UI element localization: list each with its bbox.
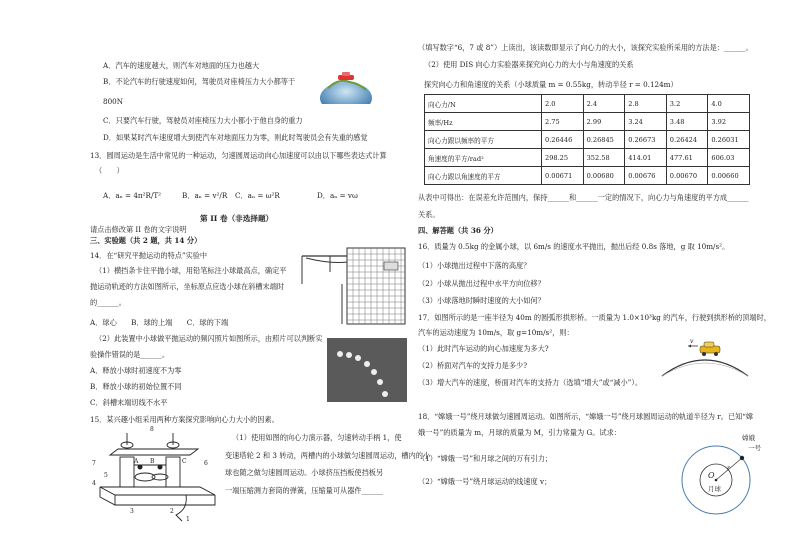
q12-option-b-value: 800N <box>103 97 124 106</box>
q16-1: （1）小球抛出过程中下落的高度？ <box>418 261 531 270</box>
q15-1-line3: 球也随之做匀速圆周运动。小球挤压挡板使挡板另 <box>225 468 384 477</box>
centripetal-data-table <box>424 94 750 185</box>
fig-num-2: 2 <box>170 508 174 515</box>
table-cell: 3.92 <box>708 113 750 131</box>
q14-1-line2: 抛运动轨迹的方法如图所示，坐标原点应选小球在斜槽末端时 <box>90 282 285 291</box>
q15-1-line2: 变速塔轮 2 和 3 转动，两槽内的小球做匀速圆周运动，槽内的小 <box>225 451 431 460</box>
table-cell: 2.75 <box>542 113 584 131</box>
table-row-header: 向心力/N <box>425 95 542 113</box>
table-cell: 414.01 <box>625 149 667 167</box>
fig-letter-a: A <box>134 458 139 465</box>
table-row-header: 向心力跟以频率的平方 <box>425 131 542 149</box>
q14-stem: 14．在“研究平抛运动的特点”实验中 <box>90 251 208 260</box>
table-cell: 0.26446 <box>542 131 584 149</box>
q12-option-b: B．不论汽车的行驶速度如何，驾驶员对座椅压力大小都等于 <box>103 77 296 86</box>
moon-center-label: O <box>708 471 715 480</box>
table-row <box>425 149 750 167</box>
fig-num-1: 1 <box>186 516 190 523</box>
q17-2: （2）桥面对汽车的支持力是多少? <box>418 361 528 370</box>
q14-1-line3: 的______。 <box>90 298 126 307</box>
q13-stem: 13．圆周运动是生活中常见的一种运动，匀速圆周运动向心加速度可以由以下哪些表达式计算 <box>90 151 387 160</box>
table-cell: 0.26031 <box>708 131 750 149</box>
q14-2-option-c: C．斜槽末端切线不水平 <box>90 398 168 407</box>
car-velocity-label: v <box>690 338 694 345</box>
q17-stem-1: 17．如图所示的是一座半径为 40m 的圆弧形拱形桥。一质量为 1.0×10³kg 的汽车，行驶到拱形桥的顶端时， <box>418 313 771 322</box>
table-row <box>425 113 750 131</box>
q15-stem: 15．某兴趣小组采用两种方案探究影响向心力大小的因素。 <box>90 415 279 424</box>
probe-label-1: 嫦娥 <box>742 434 755 442</box>
q14-2-line2: 验操作错误的是______。 <box>90 350 170 359</box>
section-2-note: 请点击修改第 II 卷的文字说明 <box>90 225 187 234</box>
q13-option-d: D．aₙ = vω <box>317 191 358 200</box>
strobe-photo-figure <box>327 338 407 402</box>
table-cell: 0.00671 <box>542 167 584 185</box>
q16-2: （2）小球从抛出过程中水平方向位移？ <box>418 279 545 288</box>
q13-option-c: C．aₙ = ω²R <box>235 191 280 200</box>
q14-1-line1: （1）横挡条卡住平抛小球，用铅笔标注小球最高点，确定平 <box>95 266 287 275</box>
q12-option-a: A．汽车的速度越大，则汽车对地面的压力也越大 <box>103 61 260 70</box>
q13-option-b: B．aₙ = v²/R <box>182 191 228 200</box>
q15-continuation: （填写数字“6，7 或 8”）上读出，该读数即显示了向心力的大小，该探究实验所采用的方法是：______。 <box>418 43 753 52</box>
table-cell: 2.4 <box>583 95 625 113</box>
projectile-board-figure <box>300 244 412 326</box>
part-4-heading: 四、解答题（共 36 分） <box>418 226 498 235</box>
table-cell: 2.99 <box>583 113 625 131</box>
table-row <box>425 95 750 113</box>
fig-num-4: 4 <box>92 480 96 487</box>
moon-orbit-figure <box>676 432 762 516</box>
fig-letter-c: C <box>182 458 187 465</box>
table-row <box>425 167 750 185</box>
table-cell: 0.00660 <box>708 167 750 185</box>
q16-3: （3）小球落地时瞬时速度的大小如何？ <box>418 296 545 305</box>
table-row <box>425 131 750 149</box>
table-cell: 0.26673 <box>625 131 667 149</box>
q13-paren: （ ） <box>95 166 124 175</box>
table-cell: 3.24 <box>625 113 667 131</box>
conclusion-line1: 从表中可得出：在误差允许范围内，保持______和______一定的情况下，向心力与角速度的平方成______ <box>418 193 749 202</box>
fig-num-8: 8 <box>150 426 154 433</box>
table-cell: 352.58 <box>583 149 625 167</box>
table-cell: 3.2 <box>666 95 708 113</box>
q14-2-option-b: B．释放小球的初始位置不同 <box>90 382 182 391</box>
table-cell: 2.0 <box>542 95 584 113</box>
table-cell: 0.26424 <box>666 131 708 149</box>
table-cell: 477.61 <box>666 149 708 167</box>
table-cell: 0.00680 <box>583 167 625 185</box>
car-on-earth-figure <box>320 68 372 104</box>
q14-2-line1: （2）此装置中小球做平抛运动的频闪照片如图所示，由照片可以判断实 <box>95 334 323 343</box>
q16-stem: 16．质量为 0.5kg 的金属小球，以 6m/s 的速度水平抛出，抛出后经 0.8s 落地，g 取 10m/s²。 <box>418 242 730 251</box>
q14-1-options: A．球心 B．球的上端 C．球的下端 <box>90 318 229 327</box>
q15-1-line1: （1）使用如图的向心力演示器，匀速转动手柄 1，使 <box>232 433 402 442</box>
table-cell: 3.48 <box>666 113 708 131</box>
q15-1-line4: 一端压缩测力套筒的弹簧，压缩量可从器件______ <box>225 486 384 495</box>
q18-stem-1: 18．“嫦娥一号”绕月球做匀速圆周运动。如图所示，“嫦娥一号”绕月球圆周运动的轨道半径为 r。已知“嫦 <box>418 412 754 421</box>
conclusion-line2: 关系。 <box>418 210 440 219</box>
table-cell: 0.00670 <box>666 167 708 185</box>
q15-2-stem: （2）使用 DIS 向心力实验器来探究向心力的大小与角速度的关系 <box>424 60 634 69</box>
orbit-radius-label: r <box>727 465 730 472</box>
table-cell: 0.26845 <box>583 131 625 149</box>
q13-option-a: A．aₙ = 4π²R/T² <box>103 191 162 200</box>
arch-bridge-figure <box>660 336 750 378</box>
q12-option-c: C．只要汽车行驶，驾驶员对座椅压力大小都小于他自身的重力 <box>103 116 303 125</box>
q18-stem-2: 娥一号”的质量为 m，月球的质量为 M，引力常量为 G。试求： <box>418 428 621 437</box>
q18-1: （1）“嫦娥一号”和月球之间的万有引力； <box>418 454 553 463</box>
fig-num-7: 7 <box>92 460 96 467</box>
probe-label-2: 一号 <box>748 444 761 452</box>
fig-num-5: 5 <box>104 472 108 479</box>
table-cell: 298.25 <box>542 149 584 167</box>
q17-1: （1）此时汽车运动的向心加速度为多大? <box>418 344 549 353</box>
q14-2-option-a: A．释放小球时初速度不为零 <box>90 366 182 375</box>
q17-stem-2: 汽车的运动速度为 10m/s，取 g=10m/s²，则： <box>418 328 574 337</box>
fig-letter-b: B <box>150 458 155 465</box>
table-caption: 探究向心力和角速度的关系（小球质量 m = 0.55kg，转动半径 r = 0.124m） <box>424 80 678 89</box>
fig-num-6: 6 <box>204 460 208 467</box>
table-row-header: 角速度的平方/rad² <box>425 149 542 167</box>
moon-label: 月球 <box>708 485 721 493</box>
table-cell: 0.00676 <box>625 167 667 185</box>
q18-2: （2）“嫦娥一号”绕月球运动的线速度 v； <box>418 477 552 486</box>
part-3-heading: 三、实验题（共 2 题，共 14 分） <box>90 236 202 245</box>
table-cell: 4.0 <box>708 95 750 113</box>
table-row-header: 频率/Hz <box>425 113 542 131</box>
centripetal-demonstrator-figure <box>90 425 220 523</box>
table-cell: 606.03 <box>708 149 750 167</box>
fig-num-3: 3 <box>130 508 134 515</box>
q12-option-d: D．如果某时汽车速度增大到使汽车对地面压力为零，则此时驾驶员会有失重的感觉 <box>103 133 368 142</box>
table-cell: 2.8 <box>625 95 667 113</box>
section-2-title: 第 II 卷（非选择题） <box>200 214 274 223</box>
table-row-header: 向心力跟以角速度的平方 <box>425 167 542 185</box>
q17-3: （3）增大汽车的速度，桥面对汽车的支持力（选填“增大”或“减小”）。 <box>418 378 643 387</box>
